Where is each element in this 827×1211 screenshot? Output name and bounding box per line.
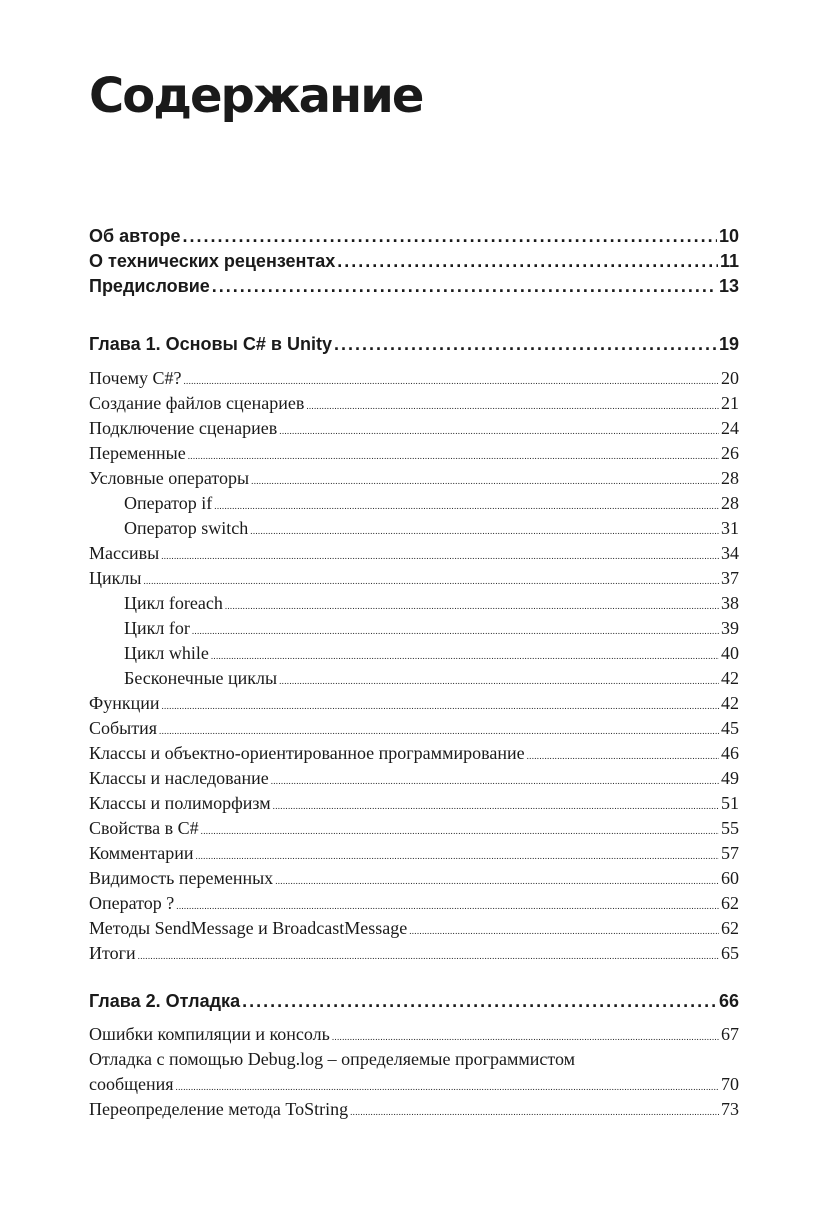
toc-entry[interactable]: [89, 691, 739, 718]
dot-leader: [409, 919, 719, 943]
toc-chapter-title: Глава 2. Отладка: [89, 991, 241, 1011]
toc-entry[interactable]: [89, 466, 739, 493]
dot-leader: [176, 1075, 719, 1099]
toc-entry-title: Создание файлов сценариев: [89, 393, 305, 413]
toc-subentry[interactable]: [124, 641, 739, 668]
toc-entry-page: 49: [721, 768, 739, 788]
toc-entry[interactable]: [89, 766, 739, 793]
dot-leader: [161, 544, 719, 568]
toc-entry[interactable]: [89, 891, 739, 918]
toc-entry-title: сообщения: [89, 1074, 174, 1094]
dot-leader: [251, 469, 719, 493]
toc-entry-page: 45: [721, 718, 739, 738]
toc-entry[interactable]: [89, 391, 739, 418]
toc-entry-page: 42: [721, 693, 739, 713]
dot-leader: [183, 224, 717, 248]
toc-entry-page: 39: [721, 618, 739, 638]
toc-entry[interactable]: [89, 366, 739, 393]
toc-subentry[interactable]: [124, 516, 739, 543]
dot-leader: [214, 494, 719, 518]
toc-entry-title: Массивы: [89, 543, 160, 563]
toc-subentry[interactable]: [124, 666, 739, 693]
toc-entry[interactable]: [89, 716, 739, 743]
dot-leader: [188, 444, 719, 468]
toc-entry[interactable]: [89, 791, 739, 818]
toc-entry-title: Цикл foreach: [124, 593, 223, 613]
toc-subentry[interactable]: [124, 616, 739, 643]
toc-entry[interactable]: [89, 816, 739, 843]
toc-entry-title: Оператор ?: [89, 893, 175, 913]
toc-entry-wrapped-line[interactable]: Отладка с помощью Debug.log – определяемые программистом: [89, 1049, 576, 1069]
toc-entry-title: Функции: [89, 693, 160, 713]
toc-entry-title: Бесконечные циклы: [124, 668, 278, 688]
toc-entry-page: 10: [718, 226, 739, 246]
toc-entry-title: Подключение сценариев: [89, 418, 278, 438]
toc-entry-page: 42: [721, 668, 739, 688]
toc-entry-page: 38: [721, 593, 739, 613]
toc-entry-title: Переменные: [89, 443, 186, 463]
toc-entry-page: 26: [721, 443, 739, 463]
toc-entry-page: 40: [721, 643, 739, 663]
toc-entry-page: 28: [721, 493, 739, 513]
toc-entry-title: Переопределение метода ToString: [89, 1099, 349, 1119]
dot-leader: [159, 719, 719, 743]
toc-entry[interactable]: [89, 441, 739, 468]
toc-entry[interactable]: [89, 1097, 739, 1124]
toc-entry-page: 24: [721, 418, 739, 438]
toc-entry-page: 21: [721, 393, 739, 413]
toc-entry-page: 28: [721, 468, 739, 488]
dot-leader: [162, 694, 720, 718]
toc-entry-page: 37: [721, 568, 739, 588]
toc-entry-title: Цикл for: [124, 618, 190, 638]
toc-entry-page: 70: [721, 1074, 739, 1094]
dot-leader: [273, 794, 719, 818]
toc-chapter-page: 19: [718, 334, 739, 354]
toc-entry-page: 46: [721, 743, 739, 763]
toc-entry-title: Классы и объектно-ориентированное программирование: [89, 743, 525, 763]
dot-leader: [337, 249, 718, 273]
dot-leader: [334, 332, 717, 356]
toc-entry[interactable]: [89, 866, 739, 893]
toc-entry-page: 31: [721, 518, 739, 538]
toc-entry-title: События: [89, 718, 158, 738]
toc-entry-title: Комментарии: [89, 843, 194, 863]
dot-leader: [332, 1025, 719, 1049]
toc-entry-page: 65: [721, 943, 739, 963]
toc-entry-title: Видимость переменных: [89, 868, 274, 888]
toc-entry-title: Оператор if: [124, 493, 213, 513]
toc-entry[interactable]: [89, 941, 739, 968]
dot-leader: [242, 989, 717, 1013]
dot-leader: [275, 869, 719, 893]
toc-entry-page: 60: [721, 868, 739, 888]
toc-entry-reviewers[interactable]: [89, 249, 739, 273]
toc-entry-title: Почему C#?: [89, 368, 182, 388]
toc-entry[interactable]: [89, 741, 739, 768]
toc-entry[interactable]: [89, 566, 739, 593]
toc-entry-title: Свойства в C#: [89, 818, 199, 838]
toc-entry-page: 73: [721, 1099, 739, 1119]
dot-leader: [279, 669, 719, 693]
toc-subentry[interactable]: [124, 491, 739, 518]
dot-leader: [350, 1100, 719, 1124]
toc-chapter-page: 66: [718, 991, 739, 1011]
dot-leader: [201, 819, 719, 843]
toc-entry-title: Классы и наследование: [89, 768, 269, 788]
toc-entry-page: 51: [721, 793, 739, 813]
toc-entry[interactable]: [89, 1022, 739, 1049]
toc-chapter-1-heading[interactable]: [89, 332, 739, 356]
toc-entry-title: Цикл while: [124, 643, 209, 663]
toc-subentry[interactable]: [124, 591, 739, 618]
toc-entry[interactable]: [89, 416, 739, 443]
dot-leader: [183, 369, 719, 393]
toc-entry-page: 67: [721, 1024, 739, 1044]
dot-leader: [250, 519, 719, 543]
toc-entry-title: Условные операторы: [89, 468, 250, 488]
toc-entry-title: Предисловие: [89, 276, 210, 296]
dot-leader: [143, 569, 719, 593]
toc-entry-title: Оператор switch: [124, 518, 249, 538]
toc-chapter-2-heading[interactable]: [89, 989, 739, 1013]
toc-entry[interactable]: [89, 841, 739, 868]
toc-entry-page: 57: [721, 843, 739, 863]
toc-entry[interactable]: [89, 541, 739, 568]
dot-leader: [306, 394, 719, 418]
toc-entry-title: Циклы: [89, 568, 142, 588]
toc-entry-title: Ошибки компиляции и консоль: [89, 1024, 330, 1044]
toc-entry-title: Об авторе: [89, 226, 181, 246]
toc-entry-title: Классы и полиморфизм: [89, 793, 271, 813]
toc-entry[interactable]: [89, 1072, 739, 1099]
dot-leader: [211, 644, 719, 668]
toc-entry-about-author[interactable]: [89, 224, 739, 248]
dot-leader: [279, 419, 719, 443]
dot-leader: [271, 769, 719, 793]
page-title: Содержание: [89, 68, 423, 124]
dot-leader: [192, 619, 719, 643]
toc-entry-title: Итоги: [89, 943, 136, 963]
dot-leader: [176, 894, 719, 918]
dot-leader: [138, 944, 719, 968]
toc-entry-page: 34: [721, 543, 739, 563]
dot-leader: [212, 274, 717, 298]
dot-leader: [196, 844, 719, 868]
toc-entry-page: 11: [719, 251, 739, 271]
toc-chapter-title: Глава 1. Основы C# в Unity: [89, 334, 332, 354]
dot-leader: [527, 744, 719, 768]
toc-entry-page: 20: [721, 368, 739, 388]
toc-entry-preface[interactable]: [89, 274, 739, 298]
toc-entry-title: Методы SendMessage и BroadcastMessage: [89, 918, 408, 938]
toc-entry-page: 55: [721, 818, 739, 838]
toc-entry-page: 13: [718, 276, 739, 296]
toc-entry-title: О технических рецензентах: [89, 251, 336, 271]
toc-entry-page: 62: [721, 893, 739, 913]
dot-leader: [225, 594, 719, 618]
toc-entry-page: 62: [721, 918, 739, 938]
toc-entry[interactable]: [89, 916, 739, 943]
